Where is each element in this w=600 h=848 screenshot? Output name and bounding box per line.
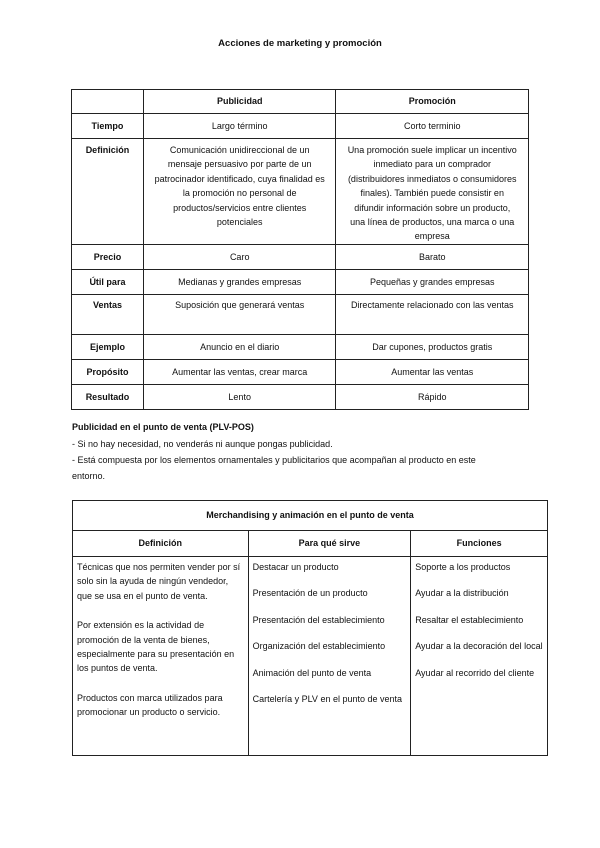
merch-table-title: Merchandising y animación en el punto de venta <box>73 501 548 531</box>
promocion-cell: Corto terminio <box>336 114 529 139</box>
list-item: Presentación del establecimiento <box>252 614 385 625</box>
table-title-row <box>73 501 548 531</box>
promocion-cell: Dar cupones, productos gratis <box>336 334 529 359</box>
plv-section-title: Publicidad en el punto de venta (PLV-POS) <box>72 422 254 432</box>
promocion-cell: Pequeñas y grandes empresas <box>336 269 529 294</box>
table-row-ejemplo <box>72 334 529 359</box>
row-label: Útil para <box>72 269 144 294</box>
definicion-cell <box>73 557 249 756</box>
publicidad-cell: Largo término <box>143 114 336 139</box>
list-item: Ayudar a la distribución <box>415 588 509 599</box>
table-header-row <box>72 90 529 114</box>
list-item: Soporte a los productos <box>415 562 511 572</box>
promocion-cell: Directamente relacionado con las ventas <box>336 294 529 334</box>
list-item: Animación del punto de venta <box>252 667 372 678</box>
table-row-tiempo <box>72 114 529 139</box>
empty-header-cell <box>72 90 144 114</box>
row-label: Ventas <box>72 294 144 334</box>
definicion-paragraph: Técnicas que nos permiten vender por sí solo sin la ayuda de ningún vendedor, que se usa en el punto de venta. <box>77 562 241 601</box>
list-item: Destacar un producto <box>252 562 339 572</box>
table-row-util-para <box>72 269 529 294</box>
list-item: Organización del establecimiento <box>252 641 386 652</box>
para-que-sirve-cell <box>248 557 411 756</box>
list-item: Resaltar el establecimiento <box>415 614 524 625</box>
promocion-cell: Barato <box>336 244 529 269</box>
publicidad-cell: Suposición que generará ventas <box>143 294 336 334</box>
publicidad-cell: Comunicación unidireccional de un mensaje persuasivo por parte de un patrocinador identificado, cuya finalidad es la promoción no personal de productos/servicios entre clientes potenciales <box>143 139 336 245</box>
publicidad-cell: Medianas y grandes empresas <box>143 269 336 294</box>
row-label: Tiempo <box>72 114 144 139</box>
promocion-cell: Rápido <box>336 384 529 409</box>
funciones-cell <box>411 557 548 756</box>
row-label: Ejemplo <box>72 334 144 359</box>
definicion-paragraph: Por extensión es la actividad de promoción de la venta de bienes, especialmente para su presentación en los puntos de venta. <box>77 620 235 674</box>
publicidad-cell: Anuncio en el diario <box>143 334 336 359</box>
merchandising-table <box>72 500 548 756</box>
plv-line: - Está compuesta por los elementos ornamentales y publicitarios que acompañan al producto en este <box>72 455 476 465</box>
publicidad-cell: Aumentar las ventas, crear marca <box>143 359 336 384</box>
promocion-cell: Aumentar las ventas <box>336 359 529 384</box>
publicidad-cell: Lento <box>143 384 336 409</box>
table-row-resultado <box>72 384 529 409</box>
row-label: Resultado <box>72 384 144 409</box>
plv-line: entorno. <box>72 471 106 481</box>
comparison-table <box>71 89 529 410</box>
list-item: Ayudar a la decoración del local <box>415 641 543 652</box>
definicion-paragraph: Productos con marca utilizados para promocionar un producto o servicio. <box>77 692 223 718</box>
row-label: Precio <box>72 244 144 269</box>
table-header-row <box>73 531 548 557</box>
plv-line: - Si no hay necesidad, no venderás ni aunque pongas publicidad. <box>72 439 333 449</box>
column-header-funciones: Funciones <box>411 531 548 557</box>
publicidad-cell: Caro <box>143 244 336 269</box>
list-item: Ayudar al recorrido del cliente <box>415 667 535 678</box>
list-item: Presentación de un producto <box>252 588 368 599</box>
row-label: Propósito <box>72 359 144 384</box>
list-item: Cartelería y PLV en el punto de venta <box>252 694 403 705</box>
table-body-row <box>73 557 548 756</box>
row-label: Definición <box>72 139 144 245</box>
table-row-definicion <box>72 139 529 245</box>
column-header-para-que-sirve: Para qué sirve <box>248 531 411 557</box>
promocion-cell: Una promoción suele implicar un incentivo inmediato para un comprador (distribuidores inmediatos o consumidores finales). También puede consistir en difundir información sobre un producto, una línea de productos, una marca o una empresa <box>336 139 529 245</box>
table-row-ventas <box>72 294 529 334</box>
table-row-proposito <box>72 359 529 384</box>
page-title: Acciones de marketing y promoción <box>218 38 382 49</box>
column-header-definicion: Definición <box>73 531 249 557</box>
table-row-precio <box>72 244 529 269</box>
column-header-publicidad: Publicidad <box>143 90 336 114</box>
column-header-promocion: Promoción <box>336 90 529 114</box>
